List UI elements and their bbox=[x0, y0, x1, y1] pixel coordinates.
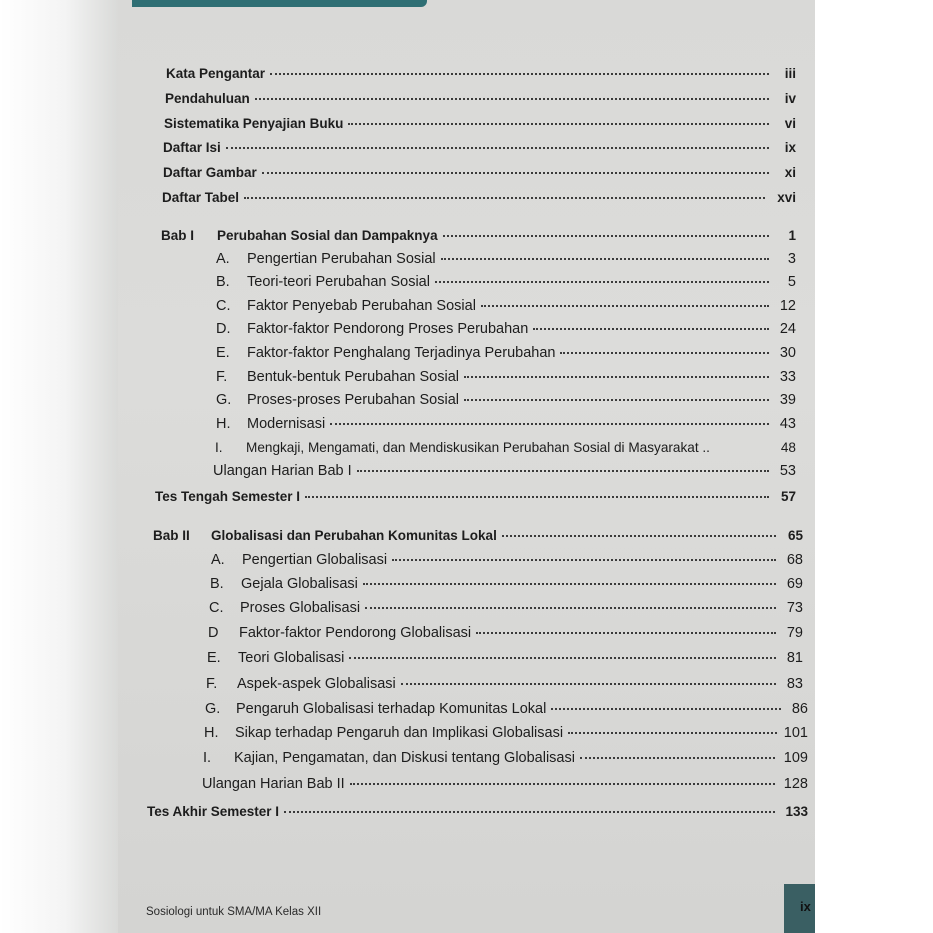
toc-entry[interactable] bbox=[162, 190, 796, 205]
exam-title: Tes Tengah Semester I bbox=[155, 489, 301, 504]
toc-entry[interactable] bbox=[165, 91, 796, 106]
dot-leader bbox=[443, 235, 769, 237]
section-page: 101 bbox=[783, 725, 808, 741]
chapter-page: 1 bbox=[788, 228, 796, 243]
section-page: 12 bbox=[779, 298, 796, 314]
dot-leader bbox=[441, 258, 769, 260]
section-letter: B. bbox=[210, 576, 224, 592]
section-entry[interactable] bbox=[216, 392, 796, 408]
section-entry[interactable] bbox=[204, 725, 808, 741]
section-title: Pengertian Globalisasi bbox=[242, 552, 388, 568]
section-letter: B. bbox=[216, 274, 230, 290]
entry-page: ix bbox=[784, 140, 796, 155]
section-page: 5 bbox=[787, 274, 796, 290]
section-letter: C. bbox=[216, 298, 231, 314]
review-page: 128 bbox=[783, 776, 808, 792]
section-page: 83 bbox=[786, 676, 803, 692]
section-entry[interactable] bbox=[216, 345, 796, 361]
section-page: 30 bbox=[779, 345, 796, 361]
toc-entry[interactable] bbox=[163, 165, 796, 180]
dot-leader bbox=[560, 352, 769, 354]
dot-leader bbox=[481, 305, 769, 307]
dot-leader bbox=[464, 399, 769, 401]
chapter-label: Bab I bbox=[161, 228, 195, 243]
entry-title: Daftar Tabel bbox=[162, 190, 240, 205]
entry-page: iii bbox=[784, 66, 796, 81]
section-title: Pengertian Perubahan Sosial bbox=[247, 251, 436, 267]
review-title: Ulangan Harian Bab I bbox=[213, 463, 352, 479]
section-entry[interactable] bbox=[207, 650, 803, 666]
section-title: Proses Globalisasi bbox=[240, 600, 361, 616]
section-entry[interactable] bbox=[216, 369, 796, 385]
section-letter: E. bbox=[207, 650, 221, 666]
entry-page: vi bbox=[784, 116, 796, 131]
review-entry[interactable] bbox=[202, 776, 808, 792]
section-entry[interactable] bbox=[208, 625, 803, 641]
dot-leader bbox=[357, 470, 769, 472]
dot-leader bbox=[244, 197, 765, 199]
dot-leader bbox=[392, 559, 776, 561]
dot-leader bbox=[401, 683, 776, 685]
section-page: 3 bbox=[787, 251, 796, 267]
review-page: 53 bbox=[779, 463, 796, 479]
section-letter: E. bbox=[216, 345, 230, 361]
section-title: Proses-proses Perubahan Sosial bbox=[247, 392, 459, 408]
section-entry[interactable] bbox=[216, 416, 796, 432]
entry-title: Daftar Gambar bbox=[163, 165, 257, 180]
dot-leader bbox=[363, 583, 776, 585]
dot-leader bbox=[270, 73, 769, 75]
review-title: Ulangan Harian Bab II bbox=[202, 776, 345, 792]
exam-entry[interactable] bbox=[147, 804, 808, 819]
section-title: Faktor-faktor Pendorong Globalisasi bbox=[239, 625, 472, 641]
section-letter: D. bbox=[216, 321, 231, 337]
footer-book-title: Sosiologi untuk SMA/MA Kelas XII bbox=[146, 906, 322, 918]
entry-title: Sistematika Penyajian Buku bbox=[164, 116, 344, 131]
section-page: 68 bbox=[786, 552, 803, 568]
dot-leader bbox=[262, 172, 769, 174]
section-entry[interactable] bbox=[216, 298, 796, 314]
section-entry[interactable] bbox=[216, 251, 796, 267]
exam-entry[interactable] bbox=[155, 489, 796, 504]
exam-page: 133 bbox=[785, 804, 808, 819]
section-entry[interactable] bbox=[216, 274, 796, 290]
section-letter: F. bbox=[206, 676, 218, 692]
dot-leader bbox=[330, 423, 769, 425]
section-page: 43 bbox=[779, 416, 796, 432]
section-page: 86 bbox=[791, 701, 808, 717]
entry-title: Daftar Isi bbox=[163, 140, 221, 155]
section-title: Modernisasi bbox=[247, 416, 326, 432]
section-entry[interactable] bbox=[211, 552, 803, 568]
dot-leader bbox=[255, 98, 769, 100]
section-letter: F. bbox=[216, 369, 228, 385]
dot-leader bbox=[349, 657, 776, 659]
dot-leader bbox=[226, 147, 769, 149]
section-letter: I. bbox=[215, 440, 223, 455]
toc-entry[interactable] bbox=[163, 140, 796, 155]
dot-leader bbox=[350, 783, 775, 785]
section-letter: H. bbox=[204, 725, 219, 741]
chapter-title: Perubahan Sosial dan Dampaknya bbox=[217, 228, 438, 243]
section-letter: D bbox=[208, 625, 219, 641]
chapter-title: Globalisasi dan Perubahan Komunitas Lokal bbox=[211, 528, 497, 543]
entry-page: xvi bbox=[777, 190, 796, 205]
entry-title: Kata Pengantar bbox=[166, 66, 266, 81]
dot-leader bbox=[476, 632, 776, 634]
dot-leader bbox=[502, 535, 776, 537]
section-title: Bentuk-bentuk Perubahan Sosial bbox=[247, 369, 460, 385]
section-page: 24 bbox=[779, 321, 796, 337]
left-background bbox=[0, 0, 118, 933]
section-title: Pengaruh Globalisasi terhadap Komunitas Lokal bbox=[236, 701, 547, 717]
section-entry[interactable] bbox=[205, 701, 808, 717]
entry-page: xi bbox=[784, 165, 796, 180]
section-letter: A. bbox=[216, 251, 230, 267]
section-entry[interactable] bbox=[206, 676, 803, 692]
entry-title: Pendahuluan bbox=[165, 91, 250, 106]
dot-leader bbox=[348, 123, 769, 125]
section-title: Aspek-aspek Globalisasi bbox=[237, 676, 396, 692]
section-title: Faktor Penyebab Perubahan Sosial bbox=[247, 298, 476, 314]
section-page: 48 bbox=[780, 440, 796, 455]
footer-page-number: ix bbox=[800, 899, 811, 914]
dot-leader bbox=[568, 732, 777, 734]
header-color-band bbox=[132, 0, 427, 7]
toc-entry[interactable] bbox=[166, 66, 796, 81]
dot-leader bbox=[580, 757, 775, 759]
section-letter: I. bbox=[203, 750, 212, 766]
section-title: Mengkaji, Mengamati, dan Mendiskusikan Perubahan Sosial di Masyarakat .. bbox=[246, 440, 710, 455]
section-title: Teori-teori Perubahan Sosial bbox=[247, 274, 430, 290]
section-title: Sikap terhadap Pengaruh dan Implikasi Globalisasi bbox=[235, 725, 564, 741]
section-title: Faktor-faktor Penghalang Terjadinya Perubahan bbox=[247, 345, 556, 361]
chapter-page: 65 bbox=[787, 528, 803, 543]
dot-leader bbox=[533, 328, 769, 330]
right-background bbox=[815, 0, 933, 933]
chapter-heading[interactable] bbox=[153, 528, 803, 543]
section-title: Gejala Globalisasi bbox=[241, 576, 358, 592]
dot-leader bbox=[435, 281, 769, 283]
section-page: 69 bbox=[786, 576, 803, 592]
exam-title: Tes Akhir Semester I bbox=[147, 804, 280, 819]
section-letter: H. bbox=[216, 416, 231, 432]
dot-leader bbox=[305, 496, 769, 498]
section-page: 73 bbox=[786, 600, 803, 616]
chapter-heading[interactable] bbox=[161, 228, 796, 243]
section-page: 81 bbox=[786, 650, 803, 666]
section-entry[interactable] bbox=[215, 440, 796, 455]
toc-entry[interactable] bbox=[164, 116, 796, 131]
section-entry[interactable] bbox=[203, 750, 808, 766]
section-page: 79 bbox=[786, 625, 803, 641]
section-letter: G. bbox=[216, 392, 232, 408]
entry-page: iv bbox=[784, 91, 796, 106]
section-entry[interactable] bbox=[209, 600, 803, 616]
dot-leader bbox=[284, 811, 775, 813]
section-entry[interactable] bbox=[216, 321, 796, 337]
section-page: 109 bbox=[783, 750, 808, 766]
section-page: 39 bbox=[779, 392, 796, 408]
section-title: Kajian, Pengamatan, dan Diskusi tentang Globalisasi bbox=[234, 750, 575, 766]
section-entry[interactable] bbox=[210, 576, 803, 592]
section-title: Teori Globalisasi bbox=[238, 650, 345, 666]
dot-leader bbox=[551, 708, 781, 710]
section-letter: G. bbox=[205, 701, 221, 717]
section-letter: C. bbox=[209, 600, 224, 616]
section-title: Faktor-faktor Pendorong Proses Perubahan bbox=[247, 321, 529, 337]
exam-page: 57 bbox=[780, 489, 796, 504]
dot-leader bbox=[464, 376, 769, 378]
review-entry[interactable] bbox=[213, 463, 796, 479]
section-page: 33 bbox=[779, 369, 796, 385]
section-letter: A. bbox=[211, 552, 225, 568]
dot-leader bbox=[365, 607, 776, 609]
chapter-label: Bab II bbox=[153, 528, 190, 543]
